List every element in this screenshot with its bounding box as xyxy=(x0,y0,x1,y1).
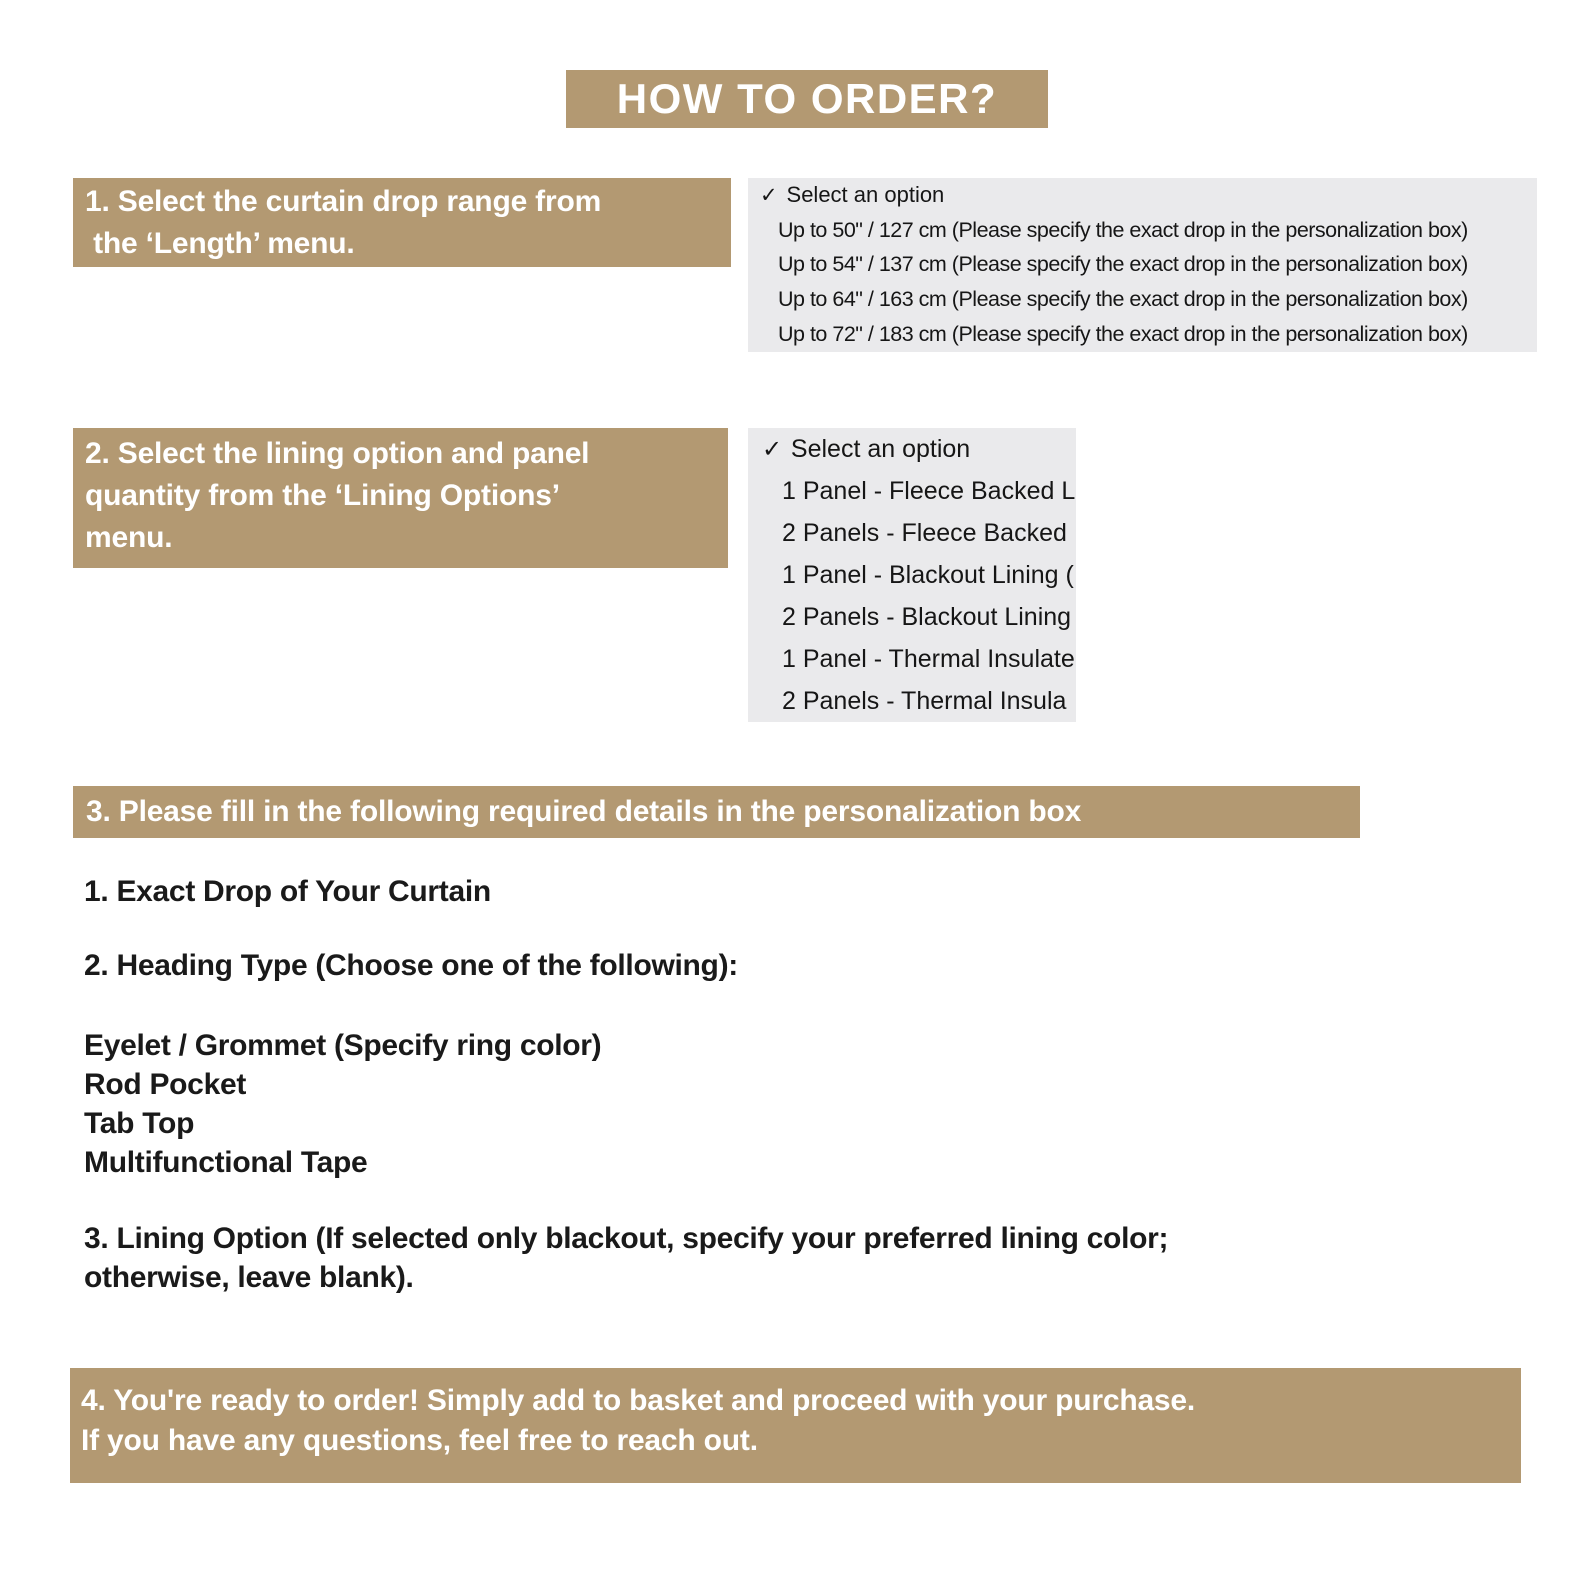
length-dropdown-selected-label: Select an option xyxy=(786,182,945,208)
page-title: HOW TO ORDER? xyxy=(566,70,1048,128)
length-dropdown-selected-option[interactable] xyxy=(748,178,1537,213)
detail-lining-option xyxy=(84,1219,1168,1297)
checkmark-icon: ✓ xyxy=(762,435,782,463)
lining-dropdown-selected-option[interactable] xyxy=(748,428,1076,470)
lining-options-dropdown-menu[interactable] xyxy=(748,428,1076,722)
heading-type-eyelet: Eyelet / Grommet (Specify ring color) xyxy=(84,1029,602,1062)
heading-type-list xyxy=(84,1026,601,1182)
lining-dropdown-option[interactable]: 1 Panel - Fleece Backed L xyxy=(782,476,1076,505)
length-dropdown-option[interactable]: Up to 50" / 127 cm (Please specify the exact drop in the personalization box) xyxy=(778,217,1468,242)
lining-dropdown-option[interactable]: 1 Panel - Blackout Lining ( xyxy=(782,560,1074,589)
length-dropdown-option[interactable]: Up to 54" / 137 cm (Please specify the exact drop in the personalization box) xyxy=(778,252,1468,277)
detail-lining-option-line-1: 3. Lining Option (If selected only blackout, specify your preferred lining color; xyxy=(84,1222,1169,1255)
step1-instruction-banner xyxy=(73,178,731,267)
lining-dropdown-option[interactable]: 2 Panels - Thermal Insula xyxy=(782,686,1067,715)
length-dropdown-option[interactable]: Up to 64" / 163 cm (Please specify the exact drop in the personalization box) xyxy=(778,287,1468,312)
step2-line-1: 2. Select the lining option and panel xyxy=(85,437,590,470)
step4-instruction-banner xyxy=(70,1368,1521,1483)
lining-dropdown-option[interactable]: 2 Panels - Fleece Backed xyxy=(782,518,1067,547)
lining-dropdown-option[interactable]: 1 Panel - Thermal Insulate xyxy=(782,644,1075,673)
detail-exact-drop: 1. Exact Drop of Your Curtain xyxy=(84,875,491,908)
step4-line-2: If you have any questions, feel free to reach out. xyxy=(81,1424,758,1457)
step2-line-3: menu. xyxy=(85,521,173,554)
length-dropdown-menu[interactable] xyxy=(748,178,1537,352)
heading-type-multifunctional-tape: Multifunctional Tape xyxy=(84,1146,368,1179)
step2-line-2: quantity from the ‘Lining Options’ xyxy=(85,479,560,512)
heading-type-tab-top: Tab Top xyxy=(84,1107,195,1140)
step1-line-1: 1. Select the curtain drop range from xyxy=(85,185,602,218)
heading-type-rod-pocket: Rod Pocket xyxy=(84,1068,247,1101)
step2-instruction-banner xyxy=(73,428,728,568)
lining-dropdown-option[interactable]: 2 Panels - Blackout Lining xyxy=(782,602,1072,631)
length-dropdown-option[interactable]: Up to 72" / 183 cm (Please specify the exact drop in the personalization box) xyxy=(778,322,1468,347)
step3-instruction-banner xyxy=(73,786,1360,838)
lining-dropdown-selected-label: Select an option xyxy=(790,434,971,463)
step4-line-1: 4. You're ready to order! Simply add to basket and proceed with your purchase. xyxy=(81,1384,1196,1417)
detail-heading-type: 2. Heading Type (Choose one of the following): xyxy=(84,949,738,982)
step1-line-2: the ‘Length’ menu. xyxy=(85,227,355,260)
detail-lining-option-line-2: otherwise, leave blank). xyxy=(84,1261,414,1294)
checkmark-icon: ✓ xyxy=(760,183,778,207)
step3-label: 3. Please fill in the following required details in the personalization box xyxy=(86,795,1082,828)
